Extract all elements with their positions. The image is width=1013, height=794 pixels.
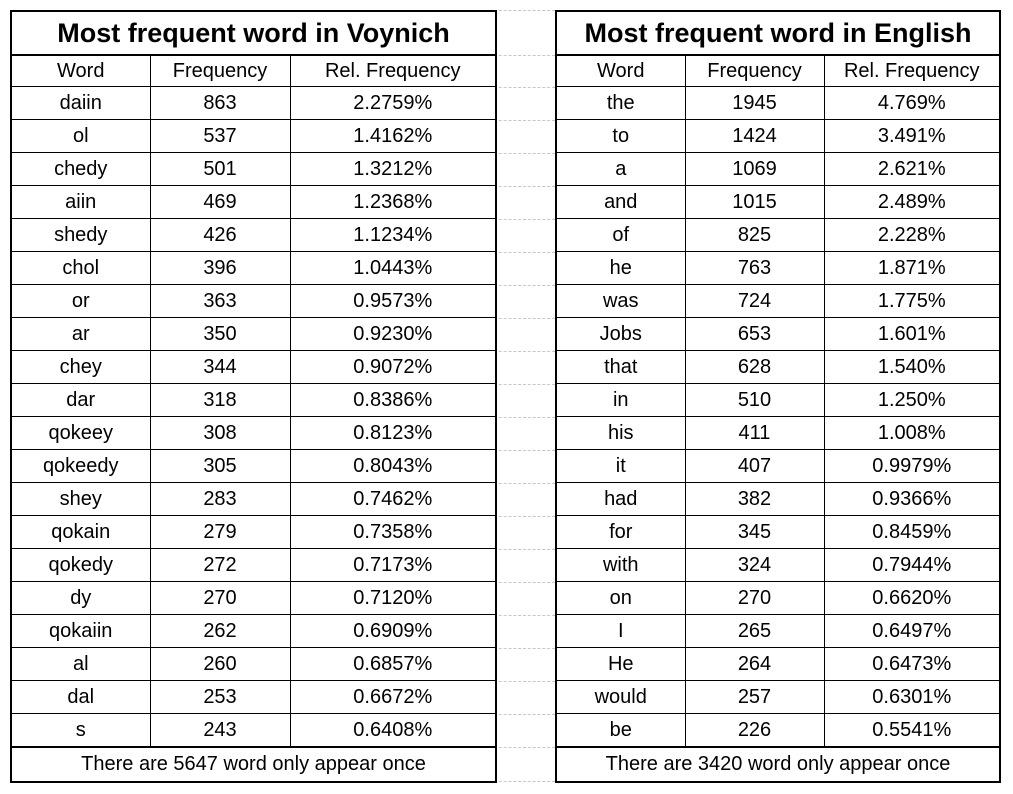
rel-frequency-cell: 0.8123% (290, 417, 496, 450)
rel-frequency-cell: 1.775% (824, 285, 1000, 318)
rel-frequency-cell: 0.6857% (290, 648, 496, 681)
table-row (11, 285, 496, 318)
table-row (556, 351, 1000, 384)
gap-guide-line (494, 55, 555, 56)
table-row (556, 516, 1000, 549)
word-cell: shedy (11, 219, 150, 252)
table-row (556, 87, 1000, 120)
table-title: Most frequent word in Voynich (11, 11, 496, 55)
word-cell: shey (11, 483, 150, 516)
word-cell: chey (11, 351, 150, 384)
frequency-cell: 264 (685, 648, 824, 681)
word-cell: qokeey (11, 417, 150, 450)
frequency-cell: 426 (150, 219, 290, 252)
frequency-cell: 262 (150, 615, 290, 648)
word-cell: the (556, 87, 685, 120)
table-row (556, 384, 1000, 417)
frequency-cell: 272 (150, 549, 290, 582)
rel-frequency-cell: 0.9366% (824, 483, 1000, 516)
word-cell: to (556, 120, 685, 153)
frequency-cell: 411 (685, 417, 824, 450)
rel-frequency-cell: 2.621% (824, 153, 1000, 186)
frequency-cell: 270 (685, 582, 824, 615)
word-cell: daiin (11, 87, 150, 120)
frequency-cell: 407 (685, 450, 824, 483)
word-cell: dal (11, 681, 150, 714)
table-row (556, 318, 1000, 351)
word-cell: He (556, 648, 685, 681)
word-cell: dy (11, 582, 150, 615)
frequency-cell: 243 (150, 714, 290, 748)
gap-guide-line (494, 318, 555, 319)
column-header-row (11, 55, 496, 87)
rel-frequency-cell: 0.6497% (824, 615, 1000, 648)
word-cell: qokain (11, 516, 150, 549)
rel-frequency-cell: 0.7358% (290, 516, 496, 549)
table-row (11, 714, 496, 748)
frequency-cell: 350 (150, 318, 290, 351)
frequency-cell: 653 (685, 318, 824, 351)
gap-guide-line (494, 186, 555, 187)
footer-row (11, 747, 496, 782)
footer-row (556, 747, 1000, 782)
gap-guide-line (494, 219, 555, 220)
gap-guide-line (494, 549, 555, 550)
word-cell: or (11, 285, 150, 318)
table-row (556, 714, 1000, 748)
rel-frequency-cell: 0.8043% (290, 450, 496, 483)
word-cell: it (556, 450, 685, 483)
table-row (11, 153, 496, 186)
table-row (556, 549, 1000, 582)
word-cell: qokaiin (11, 615, 150, 648)
table-row (556, 153, 1000, 186)
word-cell: of (556, 219, 685, 252)
frequency-cell: 324 (685, 549, 824, 582)
word-cell: would (556, 681, 685, 714)
frequency-cell: 318 (150, 384, 290, 417)
gap-guide-line (494, 252, 555, 253)
frequency-cell: 863 (150, 87, 290, 120)
frequency-header: Frequency (150, 55, 290, 87)
word-cell: was (556, 285, 685, 318)
rel-frequency-cell: 1.008% (824, 417, 1000, 450)
gap-guide-line (494, 285, 555, 286)
frequency-cell: 283 (150, 483, 290, 516)
table-row (556, 417, 1000, 450)
rel-frequency-cell: 0.9979% (824, 450, 1000, 483)
frequency-cell: 469 (150, 186, 290, 219)
rel-frequency-cell: 2.489% (824, 186, 1000, 219)
rel-frequency-cell: 1.250% (824, 384, 1000, 417)
frequency-cell: 763 (685, 252, 824, 285)
frequency-cell: 344 (150, 351, 290, 384)
rel-frequency-cell: 0.7462% (290, 483, 496, 516)
rel-frequency-cell: 0.7944% (824, 549, 1000, 582)
word-cell: Jobs (556, 318, 685, 351)
frequency-cell: 1015 (685, 186, 824, 219)
rel-frequency-cell: 0.8459% (824, 516, 1000, 549)
gap-guide-line (494, 351, 555, 352)
rel-frequency-cell: 0.9573% (290, 285, 496, 318)
frequency-cell: 270 (150, 582, 290, 615)
frequency-cell: 345 (685, 516, 824, 549)
table-row (556, 450, 1000, 483)
table-row (556, 120, 1000, 153)
word-cell: and (556, 186, 685, 219)
rel-frequency-cell: 0.6909% (290, 615, 496, 648)
frequency-header: Frequency (685, 55, 824, 87)
frequency-cell: 305 (150, 450, 290, 483)
word-cell: ol (11, 120, 150, 153)
table-row (11, 516, 496, 549)
frequency-cell: 279 (150, 516, 290, 549)
word-cell: aiin (11, 186, 150, 219)
table-row (11, 483, 496, 516)
word-cell: with (556, 549, 685, 582)
footer-note: There are 3420 word only appear once (556, 747, 1000, 782)
table-row (11, 549, 496, 582)
rel-frequency-cell: 2.2759% (290, 87, 496, 120)
table-row (11, 318, 496, 351)
rel-frequency-cell: 0.6408% (290, 714, 496, 748)
rel-frequency-cell: 1.4162% (290, 120, 496, 153)
rel-frequency-cell: 0.6473% (824, 648, 1000, 681)
rel-frequency-cell: 1.1234% (290, 219, 496, 252)
table-row (11, 351, 496, 384)
gap-guide-line (494, 483, 555, 484)
gap-guide-line (494, 781, 555, 782)
table-row (11, 384, 496, 417)
word-cell: ar (11, 318, 150, 351)
frequency-cell: 257 (685, 681, 824, 714)
rel-frequency-cell: 0.6620% (824, 582, 1000, 615)
gap-guide-line (494, 681, 555, 682)
table-row (556, 615, 1000, 648)
rel-frequency-header: Rel. Frequency (824, 55, 1000, 87)
table-row (556, 483, 1000, 516)
frequency-cell: 265 (685, 615, 824, 648)
rel-frequency-cell: 2.228% (824, 219, 1000, 252)
frequency-cell: 1069 (685, 153, 824, 186)
gap-guide-line (494, 417, 555, 418)
word-cell: had (556, 483, 685, 516)
english-frequency-table (555, 10, 1001, 783)
frequency-cell: 226 (685, 714, 824, 748)
word-cell: a (556, 153, 685, 186)
table-row (556, 681, 1000, 714)
gap-guide-line (494, 714, 555, 715)
frequency-cell: 724 (685, 285, 824, 318)
rel-frequency-cell: 0.5541% (824, 714, 1000, 748)
frequency-cell: 628 (685, 351, 824, 384)
gap-guide-line (494, 747, 555, 748)
table-row (11, 120, 496, 153)
frequency-cell: 253 (150, 681, 290, 714)
word-cell: qokedy (11, 549, 150, 582)
rel-frequency-cell: 1.871% (824, 252, 1000, 285)
rel-frequency-cell: 1.601% (824, 318, 1000, 351)
gap-guide-line (494, 582, 555, 583)
rel-frequency-cell: 0.9230% (290, 318, 496, 351)
word-cell: qokeedy (11, 450, 150, 483)
word-cell: chedy (11, 153, 150, 186)
word-cell: in (556, 384, 685, 417)
gap-guide-line (494, 648, 555, 649)
column-header-row (556, 55, 1000, 87)
rel-frequency-cell: 1.0443% (290, 252, 496, 285)
rel-frequency-cell: 0.9072% (290, 351, 496, 384)
table-row (11, 219, 496, 252)
table-row (11, 615, 496, 648)
rel-frequency-cell: 0.7120% (290, 582, 496, 615)
word-header: Word (556, 55, 685, 87)
gap-guide-line (494, 87, 555, 88)
word-cell: I (556, 615, 685, 648)
table-row (556, 285, 1000, 318)
frequency-cell: 537 (150, 120, 290, 153)
frequency-cell: 825 (685, 219, 824, 252)
word-cell: s (11, 714, 150, 748)
table-title: Most frequent word in English (556, 11, 1000, 55)
gap-guide-line (494, 516, 555, 517)
frequency-cell: 1424 (685, 120, 824, 153)
frequency-cell: 510 (685, 384, 824, 417)
table-row (11, 582, 496, 615)
rel-frequency-cell: 4.769% (824, 87, 1000, 120)
table-row (11, 87, 496, 120)
table-row (11, 186, 496, 219)
table-row (556, 582, 1000, 615)
table-row (556, 252, 1000, 285)
rel-frequency-cell: 0.7173% (290, 549, 496, 582)
gap-guide-line (494, 10, 555, 11)
gap-guide-line (494, 120, 555, 121)
gap-guide-line (494, 615, 555, 616)
word-cell: he (556, 252, 685, 285)
word-cell: his (556, 417, 685, 450)
rel-frequency-cell: 1.2368% (290, 186, 496, 219)
word-cell: dar (11, 384, 150, 417)
gap-guide-line (494, 384, 555, 385)
table-row (11, 450, 496, 483)
table-row (556, 186, 1000, 219)
word-cell: that (556, 351, 685, 384)
frequency-cell: 308 (150, 417, 290, 450)
table-row (556, 219, 1000, 252)
gap-guide-line (494, 450, 555, 451)
frequency-cell: 1945 (685, 87, 824, 120)
gap-guide-line (494, 153, 555, 154)
table-row (11, 681, 496, 714)
frequency-cell: 260 (150, 648, 290, 681)
frequency-cell: 501 (150, 153, 290, 186)
word-cell: for (556, 516, 685, 549)
frequency-cell: 363 (150, 285, 290, 318)
word-cell: be (556, 714, 685, 748)
rel-frequency-cell: 3.491% (824, 120, 1000, 153)
voynich-frequency-table (10, 10, 497, 783)
rel-frequency-header: Rel. Frequency (290, 55, 496, 87)
rel-frequency-cell: 0.6672% (290, 681, 496, 714)
rel-frequency-cell: 1.3212% (290, 153, 496, 186)
table-row (11, 417, 496, 450)
word-cell: on (556, 582, 685, 615)
word-header: Word (11, 55, 150, 87)
rel-frequency-cell: 1.540% (824, 351, 1000, 384)
word-cell: chol (11, 252, 150, 285)
table-row (11, 252, 496, 285)
rel-frequency-cell: 0.6301% (824, 681, 1000, 714)
footer-note: There are 5647 word only appear once (11, 747, 496, 782)
frequency-cell: 382 (685, 483, 824, 516)
rel-frequency-cell: 0.8386% (290, 384, 496, 417)
table-row (11, 648, 496, 681)
frequency-cell: 396 (150, 252, 290, 285)
table-row (556, 648, 1000, 681)
word-cell: al (11, 648, 150, 681)
